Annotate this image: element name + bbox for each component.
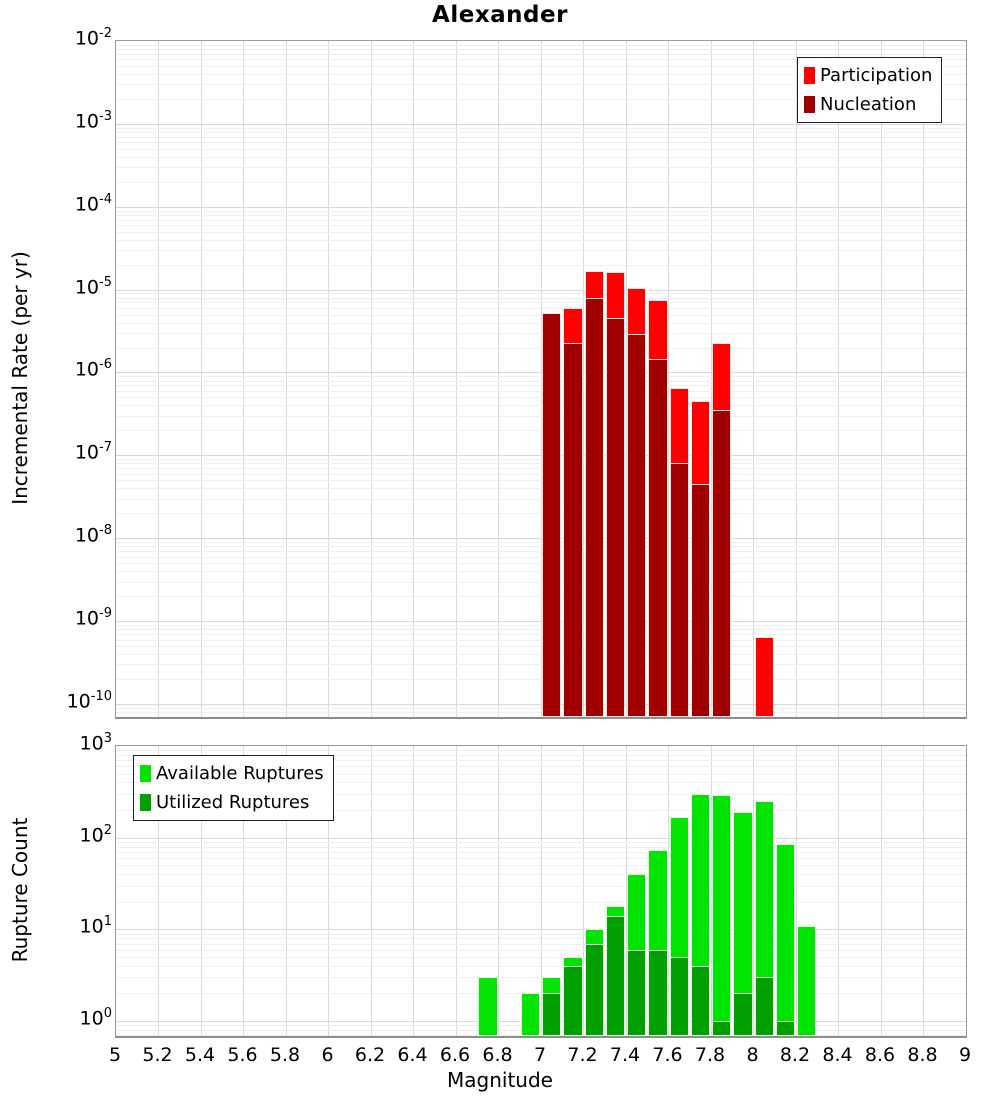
x-tick-label: 6.8 xyxy=(482,1044,513,1066)
gridline-minor xyxy=(116,49,966,50)
legend-label: Participation xyxy=(820,65,933,86)
x-tick-label: 7.2 xyxy=(567,1044,598,1066)
gridline-minor xyxy=(116,1025,966,1026)
x-tick-label: 5.4 xyxy=(184,1044,216,1066)
gridline-major xyxy=(116,929,966,930)
legend-item-available xyxy=(140,759,324,788)
gridline-minor xyxy=(116,298,966,299)
gridline-major xyxy=(116,1021,966,1022)
gridline-minor xyxy=(116,149,966,150)
gridline-minor xyxy=(116,886,966,887)
gridline-minor xyxy=(116,265,966,266)
gridline-minor xyxy=(116,333,966,334)
gridline-minor xyxy=(116,563,966,564)
x-tick-label: 6 xyxy=(321,1044,334,1066)
utilized-ruptures-bar-m7.5 xyxy=(648,950,667,1036)
gridline-minor xyxy=(116,45,966,46)
legend-label: Utilized Ruptures xyxy=(156,792,310,813)
x-tick-label: 5.6 xyxy=(227,1044,258,1066)
rate-legend xyxy=(797,57,942,123)
nucleation-bar-m7.4 xyxy=(627,334,646,717)
x-tick-label: 7 xyxy=(533,1044,547,1066)
gridline-minor xyxy=(116,474,966,475)
gridline-minor xyxy=(116,596,966,597)
gridline-minor xyxy=(116,157,966,158)
gridline-major xyxy=(116,372,966,373)
gridline-major xyxy=(116,290,966,291)
gridline-minor xyxy=(116,957,966,958)
gridline-minor xyxy=(116,220,966,221)
gridline-minor xyxy=(116,546,966,547)
nucleation-bar-m7.3 xyxy=(606,318,625,717)
y-tick-label: $10^{-6}$ xyxy=(74,357,112,381)
nucleation-bar-m7.0 xyxy=(542,313,561,717)
nucleation-bar-m7.8 xyxy=(712,410,731,717)
gridline-minor xyxy=(116,1035,966,1036)
gridline-minor xyxy=(116,240,966,241)
gridline-minor xyxy=(116,712,966,713)
gridline-major xyxy=(116,124,966,125)
nucleation-swatch-icon xyxy=(804,96,815,113)
gridline-minor xyxy=(116,847,966,848)
x-tick-label: 7.6 xyxy=(652,1044,683,1066)
available-ruptures-bar-m6.9 xyxy=(521,993,540,1036)
x-tick-label: 6.6 xyxy=(439,1044,471,1066)
count-legend xyxy=(133,755,334,821)
nucleation-bar-m7.2 xyxy=(585,298,604,717)
gridline-minor xyxy=(116,430,966,431)
utilized-ruptures-bar-m7.7 xyxy=(691,966,710,1036)
legend-item-utilized xyxy=(140,788,324,817)
x-tick-label: 5 xyxy=(108,1044,122,1066)
gridline-minor xyxy=(116,874,966,875)
gridline-minor xyxy=(116,128,966,129)
gridline-minor xyxy=(116,1030,966,1031)
legend-label: Nucleation xyxy=(820,94,917,115)
utilized-ruptures-bar-m7.8 xyxy=(712,1021,731,1036)
y-tick-label: $10^{-10}$ xyxy=(66,688,112,713)
gridline-minor xyxy=(116,232,966,233)
chart-title: Alexander xyxy=(432,2,568,28)
gridline-minor xyxy=(116,132,966,133)
nucleation-bar-m7.5 xyxy=(648,359,667,717)
gridline-minor xyxy=(116,944,966,945)
gridline-minor xyxy=(116,938,966,939)
gridline-minor xyxy=(116,463,966,464)
gridline-minor xyxy=(116,416,966,417)
gridline-minor xyxy=(116,391,966,392)
gridline-major xyxy=(116,838,966,839)
gridline-minor xyxy=(116,542,966,543)
y-tick-label: $10^{-4}$ xyxy=(74,191,112,216)
gridline-minor xyxy=(116,629,966,630)
gridline-minor xyxy=(116,293,966,294)
gridline-minor xyxy=(116,315,966,316)
nucleation-bar-m7.7 xyxy=(691,484,710,717)
gridline-minor xyxy=(116,571,966,572)
utilized-ruptures-bar-m7.2 xyxy=(585,944,604,1036)
count-axis-title: Rupture Count xyxy=(8,817,32,963)
gridline-major xyxy=(116,704,966,705)
gridline-minor xyxy=(116,646,966,647)
gridline-minor xyxy=(116,865,966,866)
x-tick-label: 5.2 xyxy=(142,1044,173,1066)
x-tick-label: 6.4 xyxy=(397,1044,428,1066)
y-tick-label: $10^2$ xyxy=(79,822,112,846)
gridline-minor xyxy=(116,708,966,709)
x-tick-label: 6.2 xyxy=(354,1044,386,1066)
gridline-minor xyxy=(116,215,966,216)
gridline-minor xyxy=(116,308,966,309)
y-tick-label: $10^0$ xyxy=(79,1005,112,1030)
gridline-minor xyxy=(116,54,966,55)
gridline-minor xyxy=(116,323,966,324)
x-tick-label: 7.8 xyxy=(694,1044,726,1066)
gridline-minor xyxy=(116,934,966,935)
gridline-minor xyxy=(116,902,966,903)
gridline-minor xyxy=(116,167,966,168)
gridline-minor xyxy=(116,499,966,500)
nucleation-bar-m7.1 xyxy=(563,343,582,717)
utilized-ruptures-bar-m7.6 xyxy=(670,957,689,1036)
legend-label: Available Ruptures xyxy=(156,763,324,784)
gridline-minor xyxy=(116,142,966,143)
y-tick-label: $10^{-3}$ xyxy=(74,108,112,133)
y-tick-label: $10^3$ xyxy=(79,731,112,755)
y-tick-label: $10^{-8}$ xyxy=(74,523,112,547)
nucleation-bar-m7.6 xyxy=(670,463,689,717)
utilized-ruptures-bar-m7.1 xyxy=(563,966,582,1036)
gridline-major xyxy=(116,538,966,539)
available-ruptures-swatch-icon xyxy=(140,765,151,782)
available-ruptures-bar-m7.8 xyxy=(712,795,731,1036)
gridline-minor xyxy=(116,376,966,377)
gridline-minor xyxy=(116,137,966,138)
gridline-minor xyxy=(116,225,966,226)
gridline-minor xyxy=(116,513,966,514)
gridline-major xyxy=(116,621,966,622)
y-tick-label: $10^{-2}$ xyxy=(74,26,112,50)
gridline-minor xyxy=(116,679,966,680)
legend-item-nucleation xyxy=(804,90,932,119)
gridline-minor xyxy=(116,405,966,406)
legend-item-participation xyxy=(804,61,932,90)
incremental-rate-plot xyxy=(115,40,967,719)
gridline-minor xyxy=(116,250,966,251)
gridline-minor xyxy=(116,750,966,751)
available-ruptures-bar-m8.1 xyxy=(776,844,795,1036)
utilized-ruptures-bar-m8.1 xyxy=(776,1021,795,1036)
gridline-minor xyxy=(116,634,966,635)
x-tick-label: 5.8 xyxy=(269,1044,301,1066)
participation-swatch-icon xyxy=(804,67,815,84)
gridline-minor xyxy=(116,480,966,481)
y-tick-label: $10^{-5}$ xyxy=(74,274,112,298)
gridline-minor xyxy=(116,858,966,859)
participation-bar-m8.0 xyxy=(755,637,774,717)
gridline-minor xyxy=(116,966,966,967)
gridline-minor xyxy=(116,551,966,552)
x-tick-label: 8 xyxy=(746,1044,759,1066)
x-tick-label: 8.8 xyxy=(907,1044,938,1066)
gridline-minor xyxy=(116,211,966,212)
gridline-major xyxy=(116,207,966,208)
utilized-ruptures-bar-m7.3 xyxy=(606,916,625,1036)
utilized-ruptures-bar-m7.9 xyxy=(733,993,752,1036)
gridline-major xyxy=(116,455,966,456)
y-tick-label: $10^1$ xyxy=(79,914,112,938)
gridline-minor xyxy=(116,459,966,460)
gridline-minor xyxy=(116,977,966,978)
utilized-ruptures-swatch-icon xyxy=(140,794,151,811)
x-tick-label: 7.4 xyxy=(609,1044,641,1066)
gridline-minor xyxy=(116,582,966,583)
gridline-minor xyxy=(116,654,966,655)
gridline-minor xyxy=(116,182,966,183)
utilized-ruptures-bar-m7.4 xyxy=(627,950,646,1036)
x-tick-label: 9 xyxy=(958,1044,972,1066)
gridline-minor xyxy=(116,468,966,469)
gridline-minor xyxy=(116,842,966,843)
gridline-minor xyxy=(116,397,966,398)
gridline-minor xyxy=(116,381,966,382)
utilized-ruptures-bar-m7.0 xyxy=(542,993,561,1036)
gridline-minor xyxy=(116,302,966,303)
gridline-minor xyxy=(116,993,966,994)
gridline-minor xyxy=(116,385,966,386)
gridline-minor xyxy=(116,625,966,626)
x-tick-label: 8.6 xyxy=(864,1044,896,1066)
gridline-minor xyxy=(116,950,966,951)
gridline-minor xyxy=(116,664,966,665)
gridline-minor xyxy=(116,557,966,558)
y-tick-label: $10^{-7}$ xyxy=(74,440,112,464)
available-ruptures-bar-m8.2 xyxy=(797,926,816,1036)
gridline-minor xyxy=(116,348,966,349)
gridline-minor xyxy=(116,852,966,853)
x-tick-label: 8.4 xyxy=(822,1044,853,1066)
gridline-minor xyxy=(116,717,966,718)
gridline-minor xyxy=(116,640,966,641)
magnitude-axis-title: Magnitude xyxy=(447,1068,553,1092)
available-ruptures-bar-m6.7 xyxy=(478,977,497,1036)
gridline-minor xyxy=(116,488,966,489)
rate-axis-title: Incremental Rate (per yr) xyxy=(8,251,32,505)
y-tick-label: $10^{-9}$ xyxy=(74,606,112,630)
utilized-ruptures-bar-m8.0 xyxy=(755,977,774,1036)
x-tick-label: 8.2 xyxy=(779,1044,811,1066)
